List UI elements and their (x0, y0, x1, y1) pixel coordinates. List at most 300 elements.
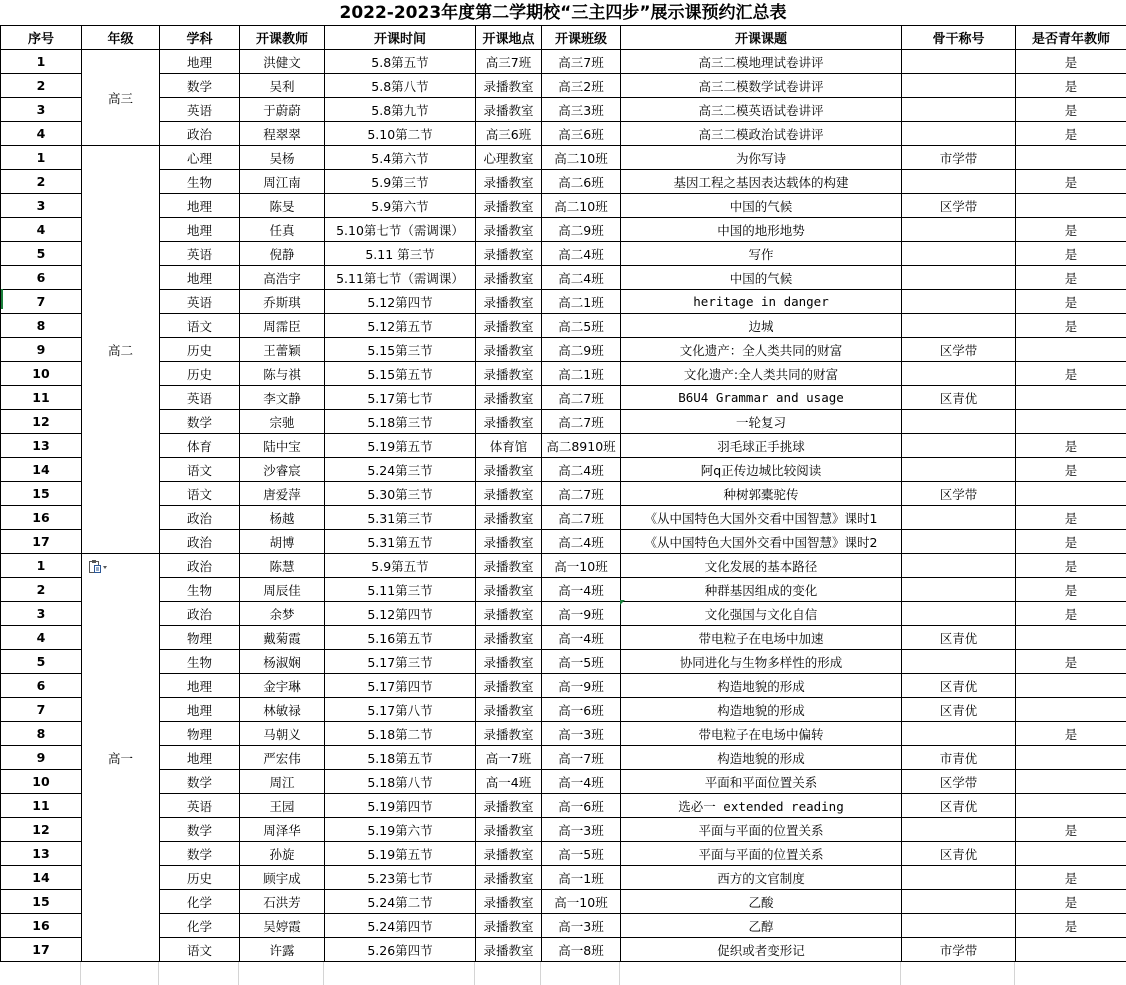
place-cell[interactable]: 录播教室 (476, 842, 542, 866)
backbone-title-cell[interactable] (902, 722, 1016, 746)
subject-cell[interactable]: 化学 (160, 914, 240, 938)
row-number-cell[interactable]: 7 (1, 290, 82, 314)
row-number-cell[interactable]: 2 (1, 170, 82, 194)
place-cell[interactable]: 高一4班 (476, 770, 542, 794)
subject-cell[interactable]: 政治 (160, 506, 240, 530)
backbone-title-cell[interactable] (902, 266, 1016, 290)
class-cell[interactable]: 高一7班 (542, 746, 621, 770)
subject-cell[interactable]: 政治 (160, 554, 240, 578)
time-cell[interactable]: 5.19第六节 (325, 818, 476, 842)
topic-cell[interactable]: 高三二模数学试卷讲评 (621, 74, 902, 98)
backbone-title-cell[interactable]: 区青优 (902, 842, 1016, 866)
backbone-title-cell[interactable]: 区青优 (902, 386, 1016, 410)
class-cell[interactable]: 高二7班 (542, 482, 621, 506)
backbone-title-cell[interactable]: 区青优 (902, 698, 1016, 722)
young-teacher-cell[interactable] (1016, 746, 1126, 770)
row-number-cell[interactable]: 14 (1, 866, 82, 890)
row-number-cell[interactable]: 16 (1, 914, 82, 938)
young-teacher-cell[interactable]: 是 (1016, 170, 1126, 194)
class-cell[interactable]: 高二5班 (542, 314, 621, 338)
time-cell[interactable]: 5.18第三节 (325, 410, 476, 434)
topic-cell[interactable]: 文化强国与文化自信 (621, 602, 902, 626)
young-teacher-cell[interactable] (1016, 938, 1126, 962)
backbone-title-cell[interactable] (902, 314, 1016, 338)
row-number-cell[interactable]: 10 (1, 362, 82, 386)
subject-cell[interactable]: 政治 (160, 122, 240, 146)
place-cell[interactable]: 录播教室 (476, 530, 542, 554)
young-teacher-cell[interactable]: 是 (1016, 602, 1126, 626)
header-teacher[interactable]: 开课教师 (240, 26, 325, 50)
place-cell[interactable]: 录播教室 (476, 242, 542, 266)
topic-cell[interactable]: 羽毛球正手挑球 (621, 434, 902, 458)
row-number-cell[interactable]: 3 (1, 602, 82, 626)
backbone-title-cell[interactable] (902, 242, 1016, 266)
time-cell[interactable]: 5.17第七节 (325, 386, 476, 410)
topic-cell[interactable]: 高三二模政治试卷讲评 (621, 122, 902, 146)
row-number-cell[interactable]: 5 (1, 242, 82, 266)
young-teacher-cell[interactable]: 是 (1016, 50, 1126, 74)
topic-cell[interactable]: 基因工程之基因表达载体的构建 (621, 170, 902, 194)
subject-cell[interactable]: 物理 (160, 626, 240, 650)
grade-cell[interactable]: 高一 (82, 554, 160, 962)
topic-cell[interactable]: 平面与平面的位置关系 (621, 842, 902, 866)
time-cell[interactable]: 5.12第四节 (325, 602, 476, 626)
class-cell[interactable]: 高二4班 (542, 530, 621, 554)
row-number-cell[interactable]: 8 (1, 314, 82, 338)
subject-cell[interactable]: 心理 (160, 146, 240, 170)
young-teacher-cell[interactable]: 是 (1016, 578, 1126, 602)
subject-cell[interactable]: 物理 (160, 722, 240, 746)
class-cell[interactable]: 高二1班 (542, 362, 621, 386)
place-cell[interactable]: 录播教室 (476, 314, 542, 338)
teacher-cell[interactable]: 陈旻 (240, 194, 325, 218)
place-cell[interactable]: 心理教室 (476, 146, 542, 170)
topic-cell[interactable]: 文化遗产：全人类共同的财富 (621, 338, 902, 362)
teacher-cell[interactable]: 王园 (240, 794, 325, 818)
class-cell[interactable]: 高一8班 (542, 938, 621, 962)
class-cell[interactable]: 高二7班 (542, 506, 621, 530)
place-cell[interactable]: 录播教室 (476, 914, 542, 938)
backbone-title-cell[interactable] (902, 50, 1016, 74)
subject-cell[interactable]: 英语 (160, 386, 240, 410)
teacher-cell[interactable]: 王蕾颖 (240, 338, 325, 362)
header-place[interactable]: 开课地点 (476, 26, 542, 50)
backbone-title-cell[interactable] (902, 218, 1016, 242)
young-teacher-cell[interactable]: 是 (1016, 122, 1126, 146)
young-teacher-cell[interactable]: 是 (1016, 434, 1126, 458)
time-cell[interactable]: 5.16第五节 (325, 626, 476, 650)
young-teacher-cell[interactable] (1016, 410, 1126, 434)
place-cell[interactable]: 高一7班 (476, 746, 542, 770)
class-cell[interactable]: 高一6班 (542, 698, 621, 722)
teacher-cell[interactable]: 顾宇成 (240, 866, 325, 890)
empty-cell[interactable] (541, 962, 620, 985)
class-cell[interactable]: 高一9班 (542, 602, 621, 626)
subject-cell[interactable]: 英语 (160, 242, 240, 266)
grade-cell[interactable]: 高二 (82, 146, 160, 554)
young-teacher-cell[interactable] (1016, 626, 1126, 650)
topic-cell[interactable]: B6U4 Grammar and usage (621, 386, 902, 410)
place-cell[interactable]: 录播教室 (476, 386, 542, 410)
class-cell[interactable]: 高二7班 (542, 410, 621, 434)
place-cell[interactable]: 录播教室 (476, 722, 542, 746)
topic-cell[interactable]: 构造地貌的形成 (621, 698, 902, 722)
young-teacher-cell[interactable] (1016, 674, 1126, 698)
backbone-title-cell[interactable] (902, 122, 1016, 146)
time-cell[interactable]: 5.12第四节 (325, 290, 476, 314)
young-teacher-cell[interactable] (1016, 794, 1126, 818)
place-cell[interactable]: 录播教室 (476, 98, 542, 122)
teacher-cell[interactable]: 吴利 (240, 74, 325, 98)
time-cell[interactable]: 5.9第五节 (325, 554, 476, 578)
place-cell[interactable]: 录播教室 (476, 650, 542, 674)
subject-cell[interactable]: 数学 (160, 410, 240, 434)
class-cell[interactable]: 高一4班 (542, 626, 621, 650)
teacher-cell[interactable]: 陈慧 (240, 554, 325, 578)
time-cell[interactable]: 5.11 第三节 (325, 242, 476, 266)
teacher-cell[interactable]: 沙睿宸 (240, 458, 325, 482)
backbone-title-cell[interactable] (902, 362, 1016, 386)
place-cell[interactable]: 录播教室 (476, 338, 542, 362)
row-number-cell[interactable]: 14 (1, 458, 82, 482)
time-cell[interactable]: 5.15第五节 (325, 362, 476, 386)
place-cell[interactable]: 录播教室 (476, 482, 542, 506)
class-cell[interactable]: 高二8910班 (542, 434, 621, 458)
row-number-cell[interactable]: 5 (1, 650, 82, 674)
backbone-title-cell[interactable] (902, 506, 1016, 530)
empty-cell[interactable] (475, 962, 541, 985)
row-number-cell[interactable]: 3 (1, 194, 82, 218)
class-cell[interactable]: 高二9班 (542, 218, 621, 242)
time-cell[interactable]: 5.12第五节 (325, 314, 476, 338)
subject-cell[interactable]: 政治 (160, 602, 240, 626)
time-cell[interactable]: 5.8第八节 (325, 74, 476, 98)
place-cell[interactable]: 高三6班 (476, 122, 542, 146)
backbone-title-cell[interactable] (902, 530, 1016, 554)
topic-cell[interactable]: 写作 (621, 242, 902, 266)
backbone-title-cell[interactable]: 市青优 (902, 746, 1016, 770)
row-number-cell[interactable]: 1 (1, 146, 82, 170)
young-teacher-cell[interactable]: 是 (1016, 314, 1126, 338)
topic-cell[interactable]: 中国的气候 (621, 266, 902, 290)
time-cell[interactable]: 5.19第五节 (325, 842, 476, 866)
subject-cell[interactable]: 生物 (160, 650, 240, 674)
topic-cell[interactable]: 种群基因组成的变化 (621, 578, 902, 602)
subject-cell[interactable]: 数学 (160, 74, 240, 98)
subject-cell[interactable]: 语文 (160, 314, 240, 338)
young-teacher-cell[interactable]: 是 (1016, 530, 1126, 554)
row-number-cell[interactable]: 6 (1, 674, 82, 698)
young-teacher-cell[interactable] (1016, 194, 1126, 218)
backbone-title-cell[interactable]: 区学带 (902, 338, 1016, 362)
time-cell[interactable]: 5.24第二节 (325, 890, 476, 914)
time-cell[interactable]: 5.11第三节 (325, 578, 476, 602)
teacher-cell[interactable]: 唐爱萍 (240, 482, 325, 506)
young-teacher-cell[interactable]: 是 (1016, 458, 1126, 482)
topic-cell[interactable]: 选必一 extended reading (621, 794, 902, 818)
young-teacher-cell[interactable]: 是 (1016, 218, 1126, 242)
place-cell[interactable]: 录播教室 (476, 794, 542, 818)
class-cell[interactable]: 高一5班 (542, 650, 621, 674)
paste-options-icon[interactable] (88, 559, 110, 575)
young-teacher-cell[interactable]: 是 (1016, 362, 1126, 386)
row-number-cell[interactable]: 17 (1, 530, 82, 554)
young-teacher-cell[interactable] (1016, 146, 1126, 170)
place-cell[interactable]: 录播教室 (476, 818, 542, 842)
backbone-title-cell[interactable]: 市学带 (902, 146, 1016, 170)
row-number-cell[interactable]: 16 (1, 506, 82, 530)
subject-cell[interactable]: 历史 (160, 362, 240, 386)
teacher-cell[interactable]: 周江南 (240, 170, 325, 194)
place-cell[interactable]: 录播教室 (476, 938, 542, 962)
place-cell[interactable]: 录播教室 (476, 626, 542, 650)
backbone-title-cell[interactable]: 区学带 (902, 770, 1016, 794)
class-cell[interactable]: 高一4班 (542, 770, 621, 794)
topic-cell[interactable]: 文化遗产:全人类共同的财富 (621, 362, 902, 386)
subject-cell[interactable]: 数学 (160, 818, 240, 842)
class-cell[interactable]: 高一4班 (542, 578, 621, 602)
backbone-title-cell[interactable] (902, 890, 1016, 914)
class-cell[interactable]: 高一10班 (542, 890, 621, 914)
backbone-title-cell[interactable]: 市学带 (902, 938, 1016, 962)
class-cell[interactable]: 高二1班 (542, 290, 621, 314)
time-cell[interactable]: 5.4第六节 (325, 146, 476, 170)
teacher-cell[interactable]: 李文静 (240, 386, 325, 410)
backbone-title-cell[interactable] (902, 578, 1016, 602)
time-cell[interactable]: 5.18第五节 (325, 746, 476, 770)
row-number-cell[interactable]: 13 (1, 842, 82, 866)
header-no[interactable]: 序号 (1, 26, 82, 50)
teacher-cell[interactable]: 杨越 (240, 506, 325, 530)
teacher-cell[interactable]: 余梦 (240, 602, 325, 626)
time-cell[interactable]: 5.8第五节 (325, 50, 476, 74)
time-cell[interactable]: 5.30第三节 (325, 482, 476, 506)
time-cell[interactable]: 5.23第七节 (325, 866, 476, 890)
topic-cell[interactable]: 中国的气候 (621, 194, 902, 218)
topic-cell[interactable]: 促织或者变形记 (621, 938, 902, 962)
teacher-cell[interactable]: 胡博 (240, 530, 325, 554)
topic-cell[interactable]: 高三二模地理试卷讲评 (621, 50, 902, 74)
time-cell[interactable]: 5.26第四节 (325, 938, 476, 962)
row-number-cell[interactable]: 2 (1, 74, 82, 98)
class-cell[interactable]: 高三2班 (542, 74, 621, 98)
header-title[interactable]: 骨干称号 (902, 26, 1016, 50)
class-cell[interactable]: 高二9班 (542, 338, 621, 362)
row-number-cell[interactable]: 1 (1, 50, 82, 74)
teacher-cell[interactable]: 洪健文 (240, 50, 325, 74)
topic-cell[interactable]: 构造地貌的形成 (621, 746, 902, 770)
row-number-cell[interactable]: 4 (1, 218, 82, 242)
place-cell[interactable]: 录播教室 (476, 674, 542, 698)
topic-cell[interactable]: 构造地貌的形成 (621, 674, 902, 698)
young-teacher-cell[interactable]: 是 (1016, 74, 1126, 98)
teacher-cell[interactable]: 宗驰 (240, 410, 325, 434)
young-teacher-cell[interactable]: 是 (1016, 242, 1126, 266)
subject-cell[interactable]: 政治 (160, 530, 240, 554)
topic-cell[interactable]: 种树郭橐驼传 (621, 482, 902, 506)
place-cell[interactable]: 高三7班 (476, 50, 542, 74)
topic-cell[interactable]: 带电粒子在电场中偏转 (621, 722, 902, 746)
subject-cell[interactable]: 英语 (160, 794, 240, 818)
place-cell[interactable]: 体育馆 (476, 434, 542, 458)
place-cell[interactable]: 录播教室 (476, 458, 542, 482)
empty-cell[interactable] (324, 962, 475, 985)
backbone-title-cell[interactable] (902, 434, 1016, 458)
subject-cell[interactable]: 英语 (160, 290, 240, 314)
topic-cell[interactable]: 乙醇 (621, 914, 902, 938)
teacher-cell[interactable]: 石洪芳 (240, 890, 325, 914)
backbone-title-cell[interactable]: 区青优 (902, 674, 1016, 698)
place-cell[interactable]: 录播教室 (476, 410, 542, 434)
subject-cell[interactable]: 语文 (160, 458, 240, 482)
row-number-cell[interactable]: 3 (1, 98, 82, 122)
teacher-cell[interactable]: 严宏伟 (240, 746, 325, 770)
row-number-cell[interactable]: 15 (1, 890, 82, 914)
class-cell[interactable]: 高二4班 (542, 458, 621, 482)
place-cell[interactable]: 录播教室 (476, 266, 542, 290)
young-teacher-cell[interactable] (1016, 338, 1126, 362)
row-number-cell[interactable]: 8 (1, 722, 82, 746)
teacher-cell[interactable]: 任真 (240, 218, 325, 242)
time-cell[interactable]: 5.8第九节 (325, 98, 476, 122)
young-teacher-cell[interactable]: 是 (1016, 650, 1126, 674)
class-cell[interactable]: 高一10班 (542, 554, 621, 578)
backbone-title-cell[interactable] (902, 602, 1016, 626)
row-number-cell[interactable]: 6 (1, 266, 82, 290)
backbone-title-cell[interactable] (902, 818, 1016, 842)
place-cell[interactable]: 录播教室 (476, 218, 542, 242)
header-class[interactable]: 开课班级 (542, 26, 621, 50)
backbone-title-cell[interactable] (902, 554, 1016, 578)
class-cell[interactable]: 高二6班 (542, 170, 621, 194)
teacher-cell[interactable]: 杨淑娴 (240, 650, 325, 674)
backbone-title-cell[interactable] (902, 170, 1016, 194)
teacher-cell[interactable]: 周辰佳 (240, 578, 325, 602)
backbone-title-cell[interactable] (902, 914, 1016, 938)
backbone-title-cell[interactable] (902, 290, 1016, 314)
teacher-cell[interactable]: 周江 (240, 770, 325, 794)
place-cell[interactable]: 录播教室 (476, 602, 542, 626)
teacher-cell[interactable]: 陈与祺 (240, 362, 325, 386)
header-young[interactable]: 是否青年教师 (1016, 26, 1126, 50)
row-number-cell[interactable]: 12 (1, 410, 82, 434)
topic-cell[interactable]: 一轮复习 (621, 410, 902, 434)
subject-cell[interactable]: 地理 (160, 746, 240, 770)
teacher-cell[interactable]: 吴婷霞 (240, 914, 325, 938)
row-number-cell[interactable]: 10 (1, 770, 82, 794)
young-teacher-cell[interactable] (1016, 482, 1126, 506)
time-cell[interactable]: 5.19第四节 (325, 794, 476, 818)
teacher-cell[interactable]: 程翠翠 (240, 122, 325, 146)
subject-cell[interactable]: 历史 (160, 338, 240, 362)
time-cell[interactable]: 5.31第五节 (325, 530, 476, 554)
topic-cell[interactable]: 协同进化与生物多样性的形成 (621, 650, 902, 674)
place-cell[interactable]: 录播教室 (476, 74, 542, 98)
young-teacher-cell[interactable] (1016, 386, 1126, 410)
time-cell[interactable]: 5.18第八节 (325, 770, 476, 794)
class-cell[interactable]: 高二10班 (542, 146, 621, 170)
teacher-cell[interactable]: 周霈臣 (240, 314, 325, 338)
header-subject[interactable]: 学科 (160, 26, 240, 50)
teacher-cell[interactable]: 高浩宇 (240, 266, 325, 290)
teacher-cell[interactable]: 陆中宝 (240, 434, 325, 458)
subject-cell[interactable]: 数学 (160, 770, 240, 794)
class-cell[interactable]: 高一5班 (542, 842, 621, 866)
empty-cell[interactable] (239, 962, 324, 985)
time-cell[interactable]: 5.24第四节 (325, 914, 476, 938)
empty-cell[interactable] (159, 962, 239, 985)
header-grade[interactable]: 年级 (82, 26, 160, 50)
young-teacher-cell[interactable]: 是 (1016, 98, 1126, 122)
place-cell[interactable]: 录播教室 (476, 890, 542, 914)
topic-cell[interactable]: 《从中国特色大国外交看中国智慧》课时1 (621, 506, 902, 530)
subject-cell[interactable]: 地理 (160, 266, 240, 290)
row-number-cell[interactable]: 17 (1, 938, 82, 962)
subject-cell[interactable]: 地理 (160, 698, 240, 722)
place-cell[interactable]: 录播教室 (476, 554, 542, 578)
backbone-title-cell[interactable] (902, 866, 1016, 890)
teacher-cell[interactable]: 戴菊霞 (240, 626, 325, 650)
row-number-cell[interactable]: 12 (1, 818, 82, 842)
topic-cell[interactable]: 乙酸 (621, 890, 902, 914)
time-cell[interactable]: 5.24第三节 (325, 458, 476, 482)
backbone-title-cell[interactable] (902, 74, 1016, 98)
topic-cell[interactable]: 《从中国特色大国外交看中国智慧》课时2 (621, 530, 902, 554)
backbone-title-cell[interactable]: 区青优 (902, 794, 1016, 818)
class-cell[interactable]: 高一3班 (542, 722, 621, 746)
row-number-cell[interactable]: 2 (1, 578, 82, 602)
subject-cell[interactable]: 体育 (160, 434, 240, 458)
young-teacher-cell[interactable] (1016, 842, 1126, 866)
subject-cell[interactable]: 历史 (160, 866, 240, 890)
grade-cell[interactable]: 高三 (82, 50, 160, 146)
place-cell[interactable]: 录播教室 (476, 362, 542, 386)
teacher-cell[interactable]: 乔斯琪 (240, 290, 325, 314)
class-cell[interactable]: 高一3班 (542, 914, 621, 938)
topic-cell[interactable]: 平面与平面的位置关系 (621, 818, 902, 842)
place-cell[interactable]: 录播教室 (476, 290, 542, 314)
backbone-title-cell[interactable] (902, 410, 1016, 434)
row-number-cell[interactable]: 7 (1, 698, 82, 722)
subject-cell[interactable]: 语文 (160, 938, 240, 962)
topic-cell[interactable]: 为你写诗 (621, 146, 902, 170)
class-cell[interactable]: 高三3班 (542, 98, 621, 122)
class-cell[interactable]: 高一9班 (542, 674, 621, 698)
subject-cell[interactable]: 生物 (160, 170, 240, 194)
time-cell[interactable]: 5.11第七节（需调课） (325, 266, 476, 290)
header-topic[interactable]: 开课课题 (621, 26, 902, 50)
subject-cell[interactable]: 化学 (160, 890, 240, 914)
topic-cell[interactable]: 西方的文官制度 (621, 866, 902, 890)
place-cell[interactable]: 录播教室 (476, 194, 542, 218)
time-cell[interactable]: 5.17第三节 (325, 650, 476, 674)
place-cell[interactable]: 录播教室 (476, 866, 542, 890)
empty-cell[interactable] (901, 962, 1015, 985)
teacher-cell[interactable]: 倪静 (240, 242, 325, 266)
subject-cell[interactable]: 生物 (160, 578, 240, 602)
place-cell[interactable]: 录播教室 (476, 506, 542, 530)
subject-cell[interactable]: 语文 (160, 482, 240, 506)
time-cell[interactable]: 5.18第二节 (325, 722, 476, 746)
young-teacher-cell[interactable] (1016, 770, 1126, 794)
topic-cell[interactable]: 平面和平面位置关系 (621, 770, 902, 794)
empty-cell[interactable] (0, 962, 81, 985)
row-number-cell[interactable]: 9 (1, 746, 82, 770)
time-cell[interactable]: 5.10第七节（需调课） (325, 218, 476, 242)
young-teacher-cell[interactable]: 是 (1016, 866, 1126, 890)
row-number-cell[interactable]: 1 (1, 554, 82, 578)
backbone-title-cell[interactable]: 区青优 (902, 626, 1016, 650)
